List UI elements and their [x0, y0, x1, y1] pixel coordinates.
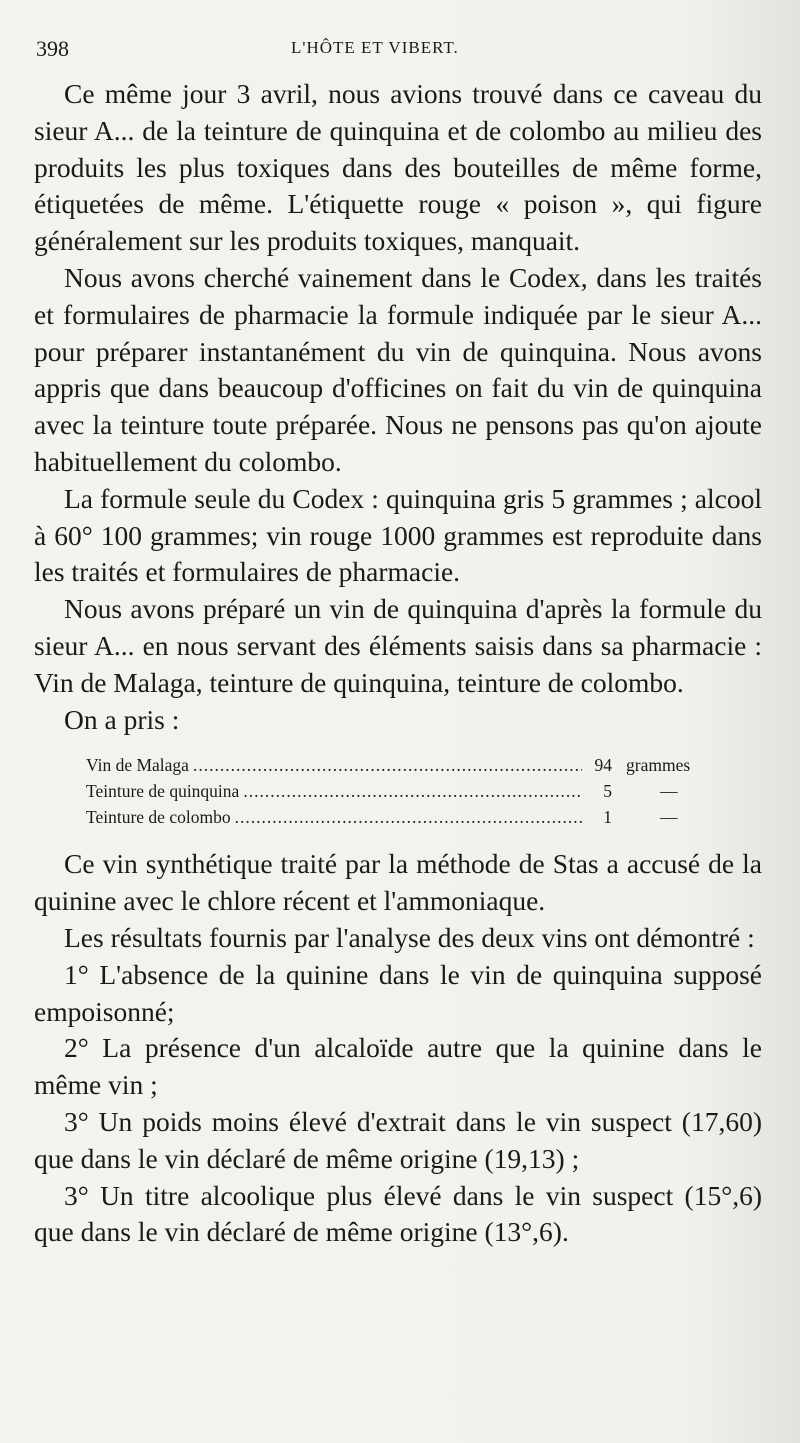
paragraph: Nous avons cherché vainement dans le Codex, dans les traités et formulaires de pharmacie la formule indiquée par le sieur A... pour préparer instantanément du vin de quinquina. Nous avons appris que dans beaucoup d'officines on fait du vin de quinquina avec la teinture toute préparée. Nous ne pensons pas qu'on ajoute habituellement du colombo. [34, 261, 762, 477]
paragraph: Ce même jour 3 avril, nous avions trouvé dans ce caveau du sieur A... de la teinture de quinquina et de colombo au milieu des produits les plus toxiques dans des bouteilles de même forme, étiquetées de même. L'étiquette rouge « poison », qui figure généralement sur les produits toxiques, manquait. [34, 78, 762, 257]
ingredient-unit: grammes [626, 755, 691, 776]
list-item: 3° Un titre alcoolique plus élevé dans le vin suspect (15°,6) que dans le vin déclaré de même origine (13°,6). [34, 1179, 762, 1248]
list-item: 1° L'absence de la quinine dans le vin de quinquina supposé empoisonné; [34, 958, 762, 1027]
ingredient-qty: 1 [603, 807, 612, 828]
ingredient-unit: — [660, 781, 678, 802]
running-head: L'HÔTE ET VIBERT. [291, 38, 459, 57]
body-text [34, 76, 762, 1251]
recipe-row [86, 752, 736, 778]
paragraph: Ce vin synthétique traité par la méthode de Stas a accusé de la quinine avec le chlore récent et l'ammoniaque. [34, 848, 762, 917]
ingredient-qty: 94 [594, 755, 612, 776]
list-item: 3° Un poids moins élevé d'extrait dans le vin suspect (17,60) que dans le vin déclaré de même origine (19,13) ; [34, 1105, 762, 1174]
ingredient-unit: — [660, 807, 678, 828]
paragraph: Les résultats fournis par l'analyse des deux vins ont démontré : [64, 921, 755, 953]
leader-dots [243, 778, 582, 804]
leader-dots [235, 804, 582, 830]
paragraph: On a pris : [64, 703, 180, 735]
ingredient-qty: 5 [603, 781, 612, 802]
recipe-row [86, 804, 736, 830]
page-header [36, 36, 736, 68]
page-number: 398 [36, 36, 69, 61]
list-item: 2° La présence d'un alcaloïde autre que la quinine dans le même vin ; [34, 1032, 762, 1101]
paragraph: Nous avons préparé un vin de quinquina d'après la formule du sieur A... en nous servant des éléments saisis dans sa pharmacie : Vin de Malaga, teinture de quinquina, teinture de colombo. [34, 593, 762, 698]
recipe-table [86, 752, 762, 830]
ingredient-name: Teinture de colombo [86, 807, 231, 828]
ingredient-name: Vin de Malaga [86, 755, 189, 776]
recipe-row [86, 778, 736, 804]
ingredient-name: Teinture de quinquina [86, 781, 240, 802]
leader-dots [193, 752, 582, 778]
paragraph: La formule seule du Codex : quinquina gris 5 grammes ; alcool à 60° 100 grammes; vin rouge 1000 grammes est reproduite dans les traités et formulaires de pharmacie. [34, 482, 762, 588]
